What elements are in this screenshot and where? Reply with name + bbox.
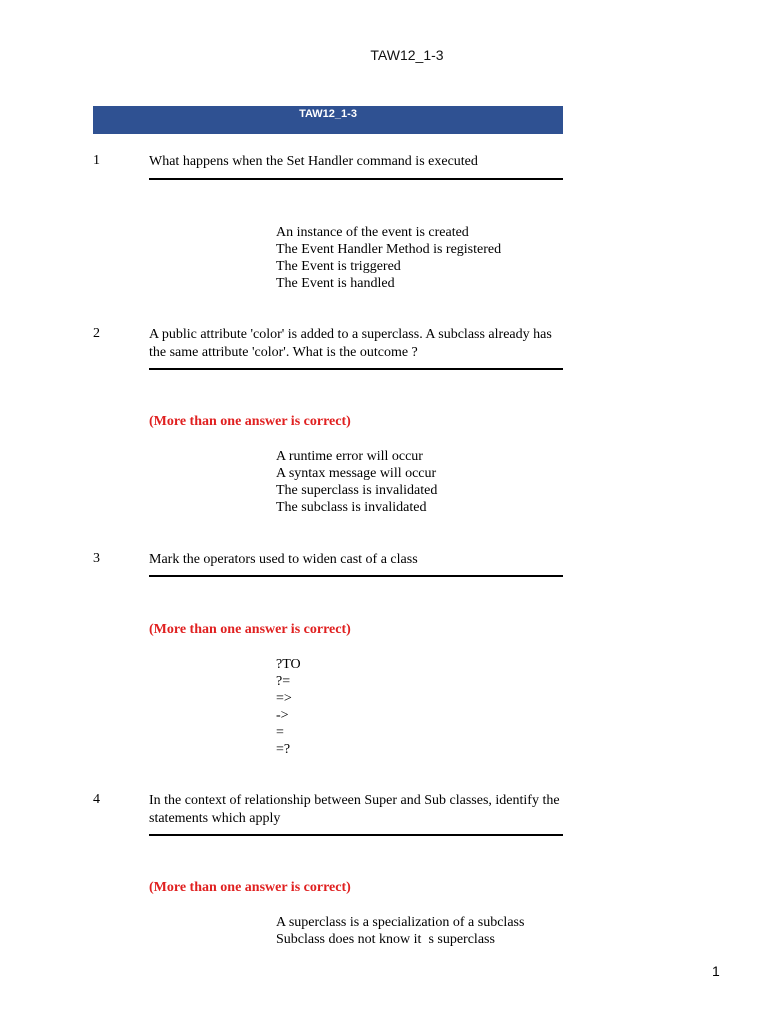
answer-option[interactable]: => xyxy=(276,691,292,706)
question-divider xyxy=(149,834,563,836)
question-number: 4 xyxy=(93,792,100,807)
page-header: TAW12_1-3 xyxy=(370,47,444,63)
multiple-answer-note: (More than one answer is correct) xyxy=(149,622,351,637)
question-divider xyxy=(149,575,563,577)
answer-option[interactable]: A syntax message will occur xyxy=(276,466,437,481)
answer-option[interactable]: The subclass is invalidated xyxy=(276,500,427,515)
answer-option[interactable]: An instance of the event is created xyxy=(276,225,469,240)
question-number: 2 xyxy=(93,326,100,341)
answer-option[interactable]: The superclass is invalidated xyxy=(276,483,438,498)
question-text: A public attribute 'color' is added to a superclass. A subclass already has the same attribute 'color'. What is the outcome ? xyxy=(149,327,552,360)
title-bar: TAW12_1-3 xyxy=(93,106,563,134)
question-text: In the context of relationship between Super and Sub classes, identify the statements which apply xyxy=(149,793,560,826)
multiple-answer-note: (More than one answer is correct) xyxy=(149,880,351,895)
question-divider xyxy=(149,178,563,180)
answer-option[interactable]: The Event is handled xyxy=(276,276,395,291)
answer-list xyxy=(276,656,301,758)
answer-option[interactable]: A superclass is a specialization of a subclass xyxy=(276,915,525,930)
answer-option[interactable]: = xyxy=(276,725,284,740)
answer-list xyxy=(276,448,437,516)
answer-option[interactable]: The Event is triggered xyxy=(276,259,401,274)
question-divider xyxy=(149,368,563,370)
answer-list xyxy=(276,224,501,292)
answer-option[interactable]: The Event Handler Method is registered xyxy=(276,242,502,257)
answer-option[interactable]: -> xyxy=(276,708,289,723)
multiple-answer-note: (More than one answer is correct) xyxy=(149,414,351,429)
page-number: 1 xyxy=(712,963,720,979)
answer-option[interactable]: ?TO xyxy=(276,657,301,672)
answer-option[interactable]: A runtime error will occur xyxy=(276,449,423,464)
question-number: 3 xyxy=(93,551,100,566)
answer-list xyxy=(276,914,524,948)
question-number: 1 xyxy=(93,153,100,168)
question-text: Mark the operators used to widen cast of a class xyxy=(149,552,418,567)
answer-option[interactable]: ?= xyxy=(276,674,291,689)
answer-option[interactable]: Subclass does not know it s superclass xyxy=(276,932,495,947)
question-text: What happens when the Set Handler command is executed xyxy=(149,154,478,169)
answer-option[interactable]: =? xyxy=(276,742,291,757)
